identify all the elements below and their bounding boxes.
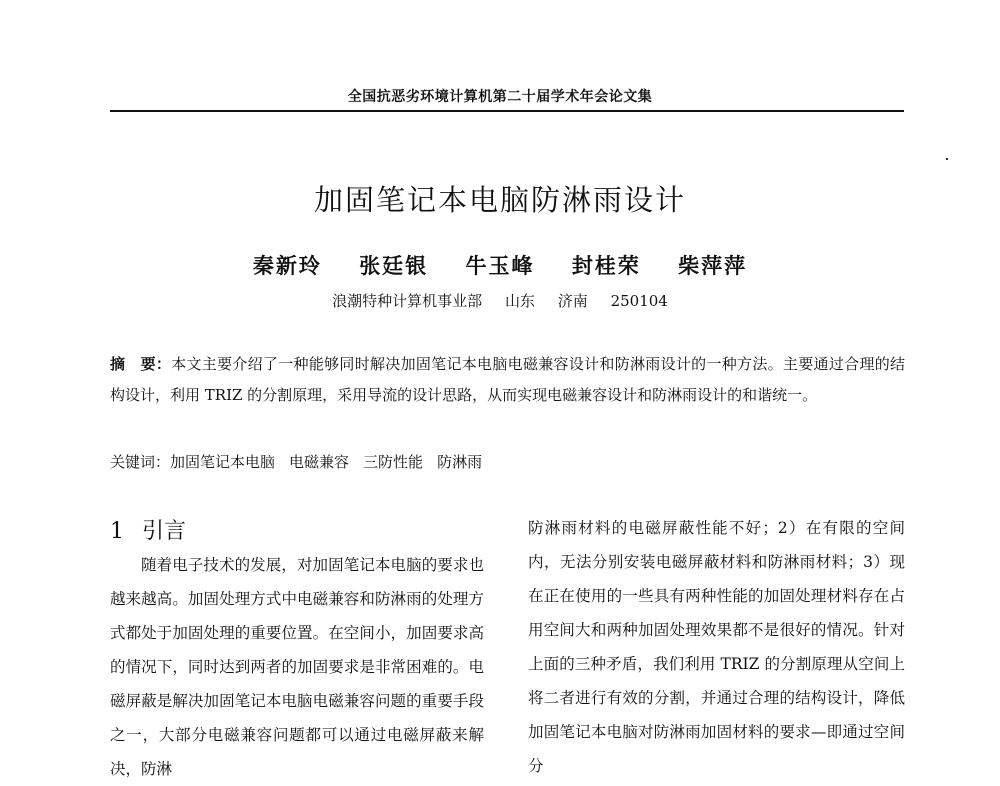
keyword: 电磁兼容 <box>289 453 350 471</box>
affiliation-province: 山东 <box>504 292 535 310</box>
author: 柴萍萍 <box>678 253 748 278</box>
author: 牛玉峰 <box>465 253 535 278</box>
section-title: 引言 <box>142 519 187 544</box>
affiliation <box>0 290 1000 311</box>
author: 封桂荣 <box>571 253 641 278</box>
keyword: 加固笔记本电脑 <box>170 453 276 471</box>
keywords <box>110 450 905 474</box>
affiliation-org: 浪潮特种计算机事业部 <box>332 292 483 310</box>
abstract-label: 摘 要： <box>110 355 172 373</box>
keywords-label: 关键词： <box>110 453 171 471</box>
paper-title: 加固笔记本电脑防淋雨设计 <box>313 183 686 217</box>
keyword: 防淋雨 <box>437 453 483 471</box>
running-header: 全国抗恶劣环境计算机第二十届学术年会论文集 <box>347 89 653 105</box>
abstract-text: 本文主要介绍了一种能够同时解决加固笔记本电脑电磁兼容设计和防淋雨设计的一种方法。主要通过合理的结构设计，利用 TRIZ 的分割原理，采用导流的设计思路，从而实现电磁兼容设计和防淋雨设计的和谐统一。 <box>110 355 905 404</box>
author-list <box>0 250 1000 280</box>
body-left-column: 随着电子技术的发展，对加固笔记本电脑的要求也越来越高。加固处理方式中电磁兼容和防淋雨的处理方式都处于加固处理的重要位置。在空间小，加固要求高的情况下，同时达到两者的加固要求是非常困难的。电磁屏蔽是解决加固笔记本电脑电磁兼容问题的重要手段之一，大部分电磁兼容问题都可以通过电磁屏蔽来解决，防淋 <box>110 556 484 778</box>
author: 张廷银 <box>359 253 429 278</box>
section-heading <box>110 514 186 545</box>
header-rule <box>110 110 904 112</box>
affiliation-city: 济南 <box>557 292 588 310</box>
scan-speck <box>946 158 948 160</box>
abstract <box>110 349 905 411</box>
author: 秦新玲 <box>252 253 322 278</box>
affiliation-zip: 250104 <box>610 292 668 310</box>
section-number: 1 <box>110 519 124 544</box>
body-right-column: 防淋雨材料的电磁屏蔽性能不好；2）在有限的空间内，无法分别安装电磁屏蔽材料和防淋雨材料；3）现在正在使用的一些具有两种性能的加固处理材料存在占用空间大和两种加固处理效果都不是很好的情况。针对上面的三种矛盾，我们利用 TRIZ 的分割原理从空间上将二者进行有效的分割，并通过合理的结构设计，降低加固笔记本电脑对防淋雨加固材料的要求—即通过空间分 <box>528 519 905 775</box>
keyword: 三防性能 <box>363 453 424 471</box>
